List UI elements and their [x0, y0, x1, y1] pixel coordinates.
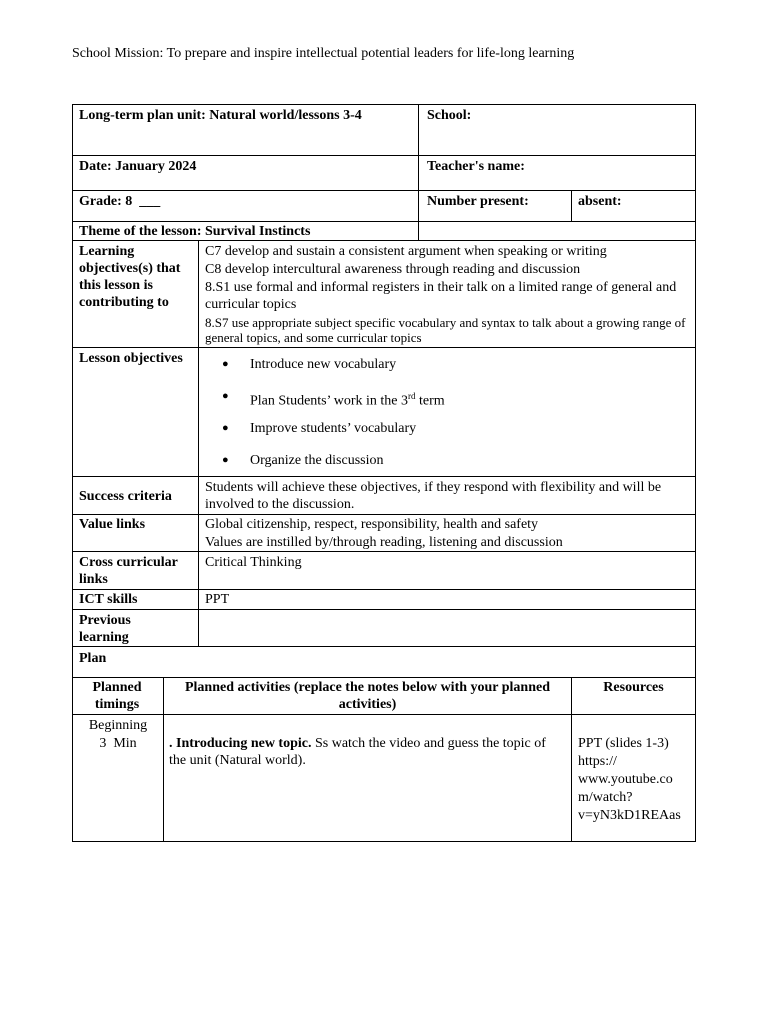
school-mission: School Mission: To prepare and inspire intellectual potential leaders for life-long learning	[72, 46, 575, 61]
success-criteria-label: Success criteria	[79, 489, 172, 504]
list-item: ● Organize the discussion	[222, 452, 445, 484]
list-item: ● Plan Students’ work in the 3rd term	[222, 388, 445, 420]
absent-label: absent:	[578, 194, 622, 209]
value-links-line-1: Global citizenship, respect, responsibility, health and safety	[205, 517, 539, 532]
grade-label: Grade: 8 ___	[79, 194, 161, 209]
timing-line-1: Beginning	[88, 718, 148, 733]
date-label: Date: January 2024	[79, 159, 197, 174]
cross-curricular-label: Cross curricular links	[79, 555, 178, 587]
activities-cell	[163, 714, 572, 842]
ict-label: ICT skills	[79, 592, 138, 607]
lo-line-2: C8 develop intercultural awareness through reading and discussion	[205, 262, 581, 277]
lesson-objectives-list	[222, 356, 445, 484]
timing-line-2: 3 Min	[99, 736, 137, 751]
plan-row	[72, 646, 696, 678]
learning-objectives-label: Learning objectives(s) that this lesson is contributing to	[79, 244, 181, 310]
theme-right-cell	[418, 221, 696, 241]
lo-line-4: 8.S7 use appropriate subject specific vocabulary and syntax to talk about a growing range of general topics, and some curricular topics	[205, 315, 686, 345]
unit-label: Long-term plan unit: Natural world/lessons 3-4	[79, 108, 362, 123]
theme-label: Theme of the lesson: Survival Instincts	[79, 224, 311, 239]
resource-line[interactable]: https://	[578, 754, 617, 769]
resource-line: PPT (slides 1-3)	[578, 736, 669, 751]
list-item: ● Improve students’ vocabulary	[222, 420, 445, 452]
previous-learning-label: Previous learning	[79, 613, 131, 645]
resources-header: Resources	[603, 680, 664, 695]
activity-text	[169, 735, 565, 769]
lo-line-1: C7 develop and sustain a consistent argument when speaking or writing	[205, 244, 607, 259]
ict-text: PPT	[205, 592, 230, 607]
present-label: Number present:	[427, 194, 529, 209]
value-links-label: Value links	[79, 517, 146, 532]
resource-line[interactable]: m/watch?	[578, 790, 633, 805]
value-links-line-2: Values are instilled by/through reading, listening and discussion	[205, 535, 563, 550]
teacher-label: Teacher's name:	[427, 159, 525, 174]
resource-line[interactable]: v=yN3kD1REAas	[578, 808, 681, 823]
activity-title: . Introducing new topic.	[169, 736, 312, 751]
resource-line[interactable]: www.youtube.co	[578, 772, 673, 787]
previous-learning-cell	[198, 609, 696, 647]
lo-line-3: 8.S1 use formal and informal registers in their talk on a limited range of general and curricular topics	[205, 280, 677, 312]
lesson-objectives-label: Lesson objectives	[79, 351, 183, 366]
list-item: ● Introduce new vocabulary	[222, 356, 445, 388]
cross-curricular-text: Critical Thinking	[205, 555, 302, 570]
plan-label: Plan	[79, 651, 107, 666]
activity-description: Ss watch the video and guess the topic of the unit (Natural world).	[169, 736, 546, 768]
success-criteria-text: Students will achieve these objectives, if they respond with flexibility and will be involved to the discussion.	[205, 480, 662, 512]
timings-header: Planned timings	[92, 680, 142, 712]
ict-cell	[198, 589, 696, 610]
activities-header: Planned activities (replace the notes below with your planned activities)	[184, 680, 551, 712]
school-label: School:	[427, 108, 472, 123]
